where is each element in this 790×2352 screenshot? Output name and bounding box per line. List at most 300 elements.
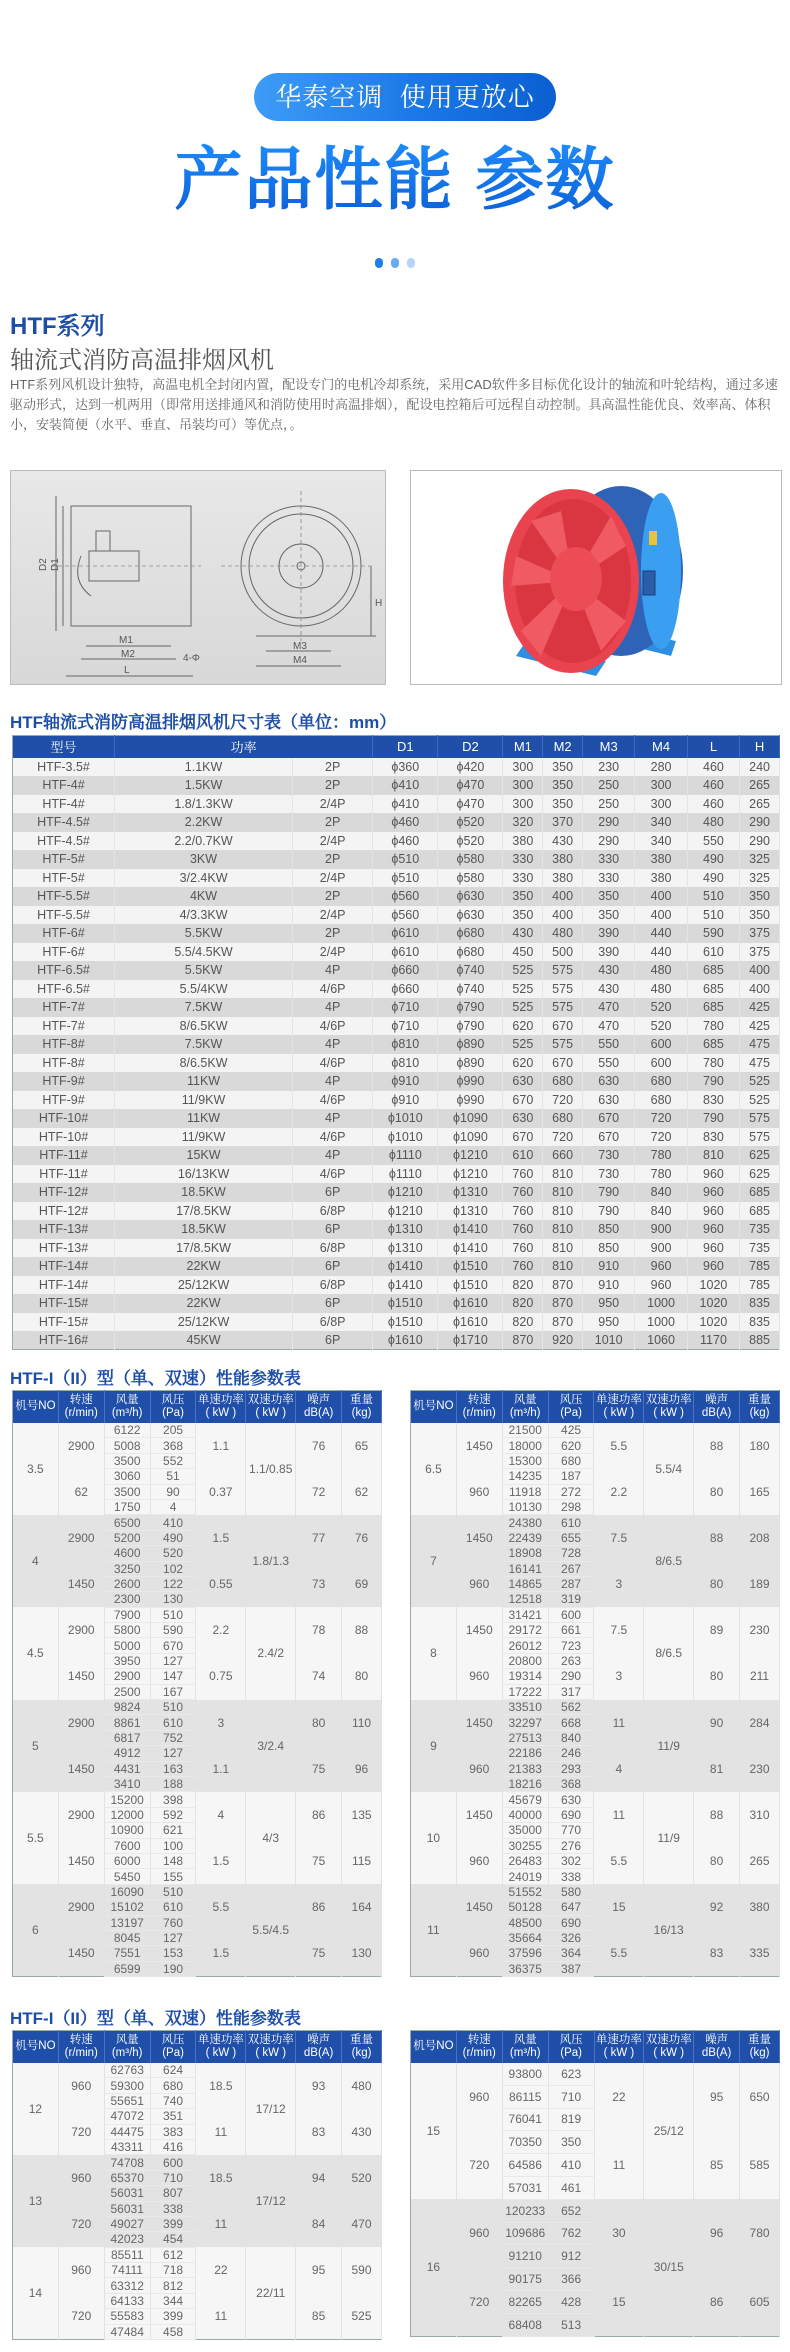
table-cell: 680 (543, 1109, 583, 1128)
pressure-cell: 155 (150, 1869, 196, 1884)
single-power-cell: 3 (594, 1561, 644, 1607)
rpm-cell: 1450 (456, 1515, 502, 1561)
table-cell: 22KW (115, 1257, 293, 1276)
table-row (411, 1792, 780, 1807)
weight-cell: 96 (342, 1746, 382, 1792)
airflow-cell: 51552 (502, 1884, 548, 1899)
header-line: 单速功率 (595, 1393, 642, 1406)
table-row (411, 2063, 780, 2086)
pressure-cell: 102 (150, 1561, 196, 1576)
table-cell: HTF-5# (13, 850, 115, 869)
table-cell: ϕ1510 (373, 1313, 438, 1332)
weight-cell: 590 (342, 2247, 382, 2293)
table-row (13, 1220, 780, 1239)
weight-cell: 69 (342, 1561, 382, 1607)
weight-cell: 189 (740, 1561, 780, 1607)
single-power-cell: 4 (594, 1746, 644, 1792)
table-cell: HTF-9# (13, 1091, 115, 1110)
header-cell: M3 (582, 736, 634, 758)
table-row (411, 2268, 780, 2291)
header-line: ( kW ) (653, 1406, 685, 1419)
rpm-cell: 960 (58, 2155, 104, 2201)
table-cell: ϕ680 (438, 943, 503, 962)
header-cell (502, 2031, 548, 2063)
table-cell: HTF-5.5# (13, 906, 115, 925)
table-cell: 6/8P (293, 1313, 373, 1332)
table-row (13, 1930, 382, 1945)
table-cell: 1000 (635, 1294, 687, 1313)
weight-cell: 520 (342, 2155, 382, 2201)
pressure-cell: 621 (150, 1823, 196, 1838)
table-cell: 910 (582, 1257, 634, 1276)
pressure-cell: 762 (548, 2222, 594, 2245)
weight-cell: 525 (342, 2293, 382, 2339)
pressure-cell: 510 (150, 1700, 196, 1715)
perf-table-1-title: HTF-I（II）型（单、双速）性能参数表 (10, 1369, 301, 1388)
table-cell: 670 (503, 1128, 543, 1147)
header-cell (246, 1391, 296, 1423)
table-cell: 1000 (635, 1313, 687, 1332)
pressure-cell: 410 (548, 2154, 594, 2177)
airflow-cell: 50128 (502, 1900, 548, 1915)
table-cell: 280 (635, 758, 687, 777)
dual-power-cell: 30/15 (644, 2199, 694, 2336)
table-cell: 375 (740, 924, 780, 943)
rpm-cell: 1450 (456, 1423, 502, 1469)
model-number-cell: 11 (411, 1884, 457, 1976)
header-line: 单速功率 (197, 2033, 244, 2046)
table-cell: 790 (687, 1072, 739, 1091)
svg-text:M1: M1 (119, 635, 133, 646)
single-power-cell: 11 (196, 2201, 246, 2247)
table-cell: 6/8P (293, 1239, 373, 1258)
single-power-cell: 15 (594, 1884, 644, 1930)
table-cell: 760 (503, 1165, 543, 1184)
dual-power-cell: 25/12 (644, 2063, 694, 2200)
table-cell: 885 (740, 1331, 780, 1350)
table-cell: 785 (740, 1276, 780, 1295)
airflow-cell: 5450 (104, 1869, 150, 1884)
table-row (411, 1746, 780, 1761)
airflow-cell: 47072 (104, 2109, 150, 2124)
table-cell: 230 (582, 758, 634, 777)
pressure-cell: 590 (150, 1623, 196, 1638)
fan-product-photo (410, 470, 782, 685)
table-cell: ϕ510 (373, 869, 438, 888)
table-cell: 1170 (687, 1331, 739, 1350)
table-cell: 4/6P (293, 1128, 373, 1147)
dual-power-cell: 5.5/4.5 (246, 1884, 296, 1976)
weight-cell: 115 (342, 1838, 382, 1884)
table-row (13, 869, 780, 888)
airflow-cell: 21500 (502, 1423, 548, 1438)
table-cell: 685 (740, 1183, 780, 1202)
airflow-cell: 91210 (502, 2245, 548, 2268)
pressure-cell: 246 (548, 1746, 594, 1761)
table-cell: 810 (543, 1183, 583, 1202)
table-cell: 590 (687, 924, 739, 943)
table-cell: 425 (740, 998, 780, 1017)
table-row (13, 1035, 780, 1054)
table-cell: 850 (582, 1239, 634, 1258)
airflow-cell: 64586 (502, 2154, 548, 2177)
header-line: 重量 (748, 2033, 772, 2046)
header-line: dB(A) (701, 1406, 732, 1419)
model-number-cell: 15 (411, 2063, 457, 2200)
table-cell: 5.5/4KW (115, 980, 293, 999)
airflow-cell: 9824 (104, 1700, 150, 1715)
table-cell: 2/4P (293, 906, 373, 925)
header-line: (Pa) (162, 1406, 184, 1419)
table-cell: 680 (543, 1072, 583, 1091)
table-cell: 810 (543, 1257, 583, 1276)
table-cell: ϕ990 (438, 1091, 503, 1110)
table-cell: 720 (635, 1109, 687, 1128)
table-cell: 780 (687, 1054, 739, 1073)
pressure-cell: 293 (548, 1761, 594, 1776)
table-row (13, 1257, 780, 1276)
header-cell (644, 2031, 694, 2063)
table-cell: 430 (503, 924, 543, 943)
airflow-cell: 35000 (502, 1823, 548, 1838)
noise-cell: 77 (296, 1515, 342, 1561)
dual-power-cell: 16/13 (644, 1884, 694, 1976)
noise-cell: 95 (694, 2063, 740, 2131)
table-cell: 1.8/1.3KW (115, 795, 293, 814)
table-row (13, 1331, 780, 1350)
pressure-cell: 153 (150, 1946, 196, 1961)
single-power-cell: 22 (196, 2247, 246, 2293)
noise-cell: 80 (694, 1653, 740, 1699)
pressure-cell: 398 (150, 1792, 196, 1807)
airflow-cell: 3250 (104, 1561, 150, 1576)
table-row (411, 1607, 780, 1622)
table-row (13, 1202, 780, 1221)
table-cell: 840 (635, 1183, 687, 1202)
header-line: 单速功率 (595, 2033, 642, 2046)
noise-cell: 88 (694, 1792, 740, 1838)
pressure-cell: 272 (548, 1484, 594, 1499)
airflow-cell: 3500 (104, 1484, 150, 1499)
noise-cell: 96 (694, 2199, 740, 2267)
pressure-cell: 399 (150, 2216, 196, 2231)
pressure-cell: 416 (150, 2139, 196, 2154)
airflow-cell: 5200 (104, 1530, 150, 1545)
header-line: ( kW ) (255, 2046, 287, 2059)
table-cell: 1020 (687, 1313, 739, 1332)
pressure-cell: 510 (150, 1607, 196, 1622)
airflow-cell: 57031 (502, 2176, 548, 2199)
airflow-cell: 2500 (104, 1684, 150, 1699)
table-cell: 850 (582, 1220, 634, 1239)
airflow-cell: 26483 (502, 1853, 548, 1868)
table-cell: ϕ1410 (438, 1239, 503, 1258)
table-cell: 350 (503, 906, 543, 925)
table-cell: 350 (503, 887, 543, 906)
header-cell (296, 2031, 342, 2063)
airflow-cell: 63312 (104, 2278, 150, 2293)
header-line: 机号NO (413, 1400, 454, 1413)
airflow-cell: 5800 (104, 1623, 150, 1638)
table-cell: 22KW (115, 1294, 293, 1313)
pressure-cell: 188 (150, 1776, 196, 1791)
single-power-cell: 2.2 (196, 1607, 246, 1653)
table-cell: 685 (687, 980, 739, 999)
pressure-cell: 122 (150, 1576, 196, 1591)
table-cell: 470 (582, 1017, 634, 1036)
table-cell: 250 (582, 776, 634, 795)
header-line: 风压 (559, 1393, 583, 1406)
pressure-cell: 147 (150, 1669, 196, 1684)
noise-cell: 80 (694, 1561, 740, 1607)
weight-cell: 470 (342, 2201, 382, 2247)
table-cell: 735 (740, 1239, 780, 1258)
airflow-cell: 19314 (502, 1669, 548, 1684)
table-row (13, 1017, 780, 1036)
table-cell: 425 (740, 1017, 780, 1036)
table-cell: 290 (582, 813, 634, 832)
airflow-cell: 22439 (502, 1530, 548, 1545)
table-cell: 810 (543, 1220, 583, 1239)
header-cell (342, 2031, 382, 2063)
header-line: (m³/h) (111, 1406, 143, 1419)
header-cell (246, 2031, 296, 2063)
airflow-cell: 55583 (104, 2309, 150, 2324)
weight-cell: 180 (740, 1423, 780, 1469)
table-cell: 330 (582, 850, 634, 869)
header-line: ( kW ) (653, 2046, 685, 2059)
weight-cell: 135 (342, 1792, 382, 1838)
weight-cell: 110 (342, 1700, 382, 1746)
model-number-cell: 6.5 (411, 1423, 457, 1515)
table-cell: ϕ660 (373, 961, 438, 980)
table-cell: 670 (503, 1091, 543, 1110)
pressure-cell: 290 (548, 1669, 594, 1684)
table-row (13, 776, 780, 795)
table-cell: HTF-15# (13, 1313, 115, 1332)
fan-diagram-icon (11, 471, 386, 685)
table-cell: ϕ1510 (438, 1257, 503, 1276)
table-cell: 400 (543, 906, 583, 925)
single-power-cell: 3 (196, 1700, 246, 1746)
table-cell: ϕ1710 (438, 1331, 503, 1350)
table-cell: ϕ710 (373, 1017, 438, 1036)
table-cell: ϕ1010 (373, 1128, 438, 1147)
header-cell (13, 1391, 59, 1423)
table-cell: 760 (503, 1257, 543, 1276)
pressure-cell: 819 (548, 2108, 594, 2131)
airflow-cell: 35664 (502, 1930, 548, 1945)
header-line: 转速 (69, 2033, 93, 2046)
table-cell: 500 (543, 943, 583, 962)
weight-cell: 65 (342, 1423, 382, 1469)
table-cell: 960 (687, 1220, 739, 1239)
header-cell (150, 2031, 196, 2063)
pressure-cell: 752 (150, 1730, 196, 1745)
svg-text:M3: M3 (293, 641, 307, 652)
airflow-cell: 3410 (104, 1776, 150, 1791)
table-cell: 400 (635, 887, 687, 906)
table-cell: 760 (503, 1220, 543, 1239)
table-cell: 870 (503, 1331, 543, 1350)
table-cell: HTF-13# (13, 1239, 115, 1258)
model-number-cell: 16 (411, 2199, 457, 2336)
table-cell: 610 (503, 1146, 543, 1165)
table-cell: 525 (503, 980, 543, 999)
noise-cell: 80 (694, 1838, 740, 1884)
table-cell: 375 (740, 943, 780, 962)
header-line: 转速 (69, 1393, 93, 1406)
airflow-cell: 64133 (104, 2293, 150, 2308)
noise-cell: 94 (296, 2155, 342, 2201)
table-cell: 5.5KW (115, 924, 293, 943)
table-cell: 380 (503, 832, 543, 851)
pressure-cell: 148 (150, 1853, 196, 1868)
table-cell: ϕ410 (373, 795, 438, 814)
airflow-cell: 56031 (104, 2201, 150, 2216)
airflow-cell: 6500 (104, 1515, 150, 1530)
table-cell: 620 (503, 1017, 543, 1036)
header-cell (196, 1391, 246, 1423)
table-cell: 325 (740, 850, 780, 869)
header-cell (502, 1391, 548, 1423)
pressure-cell: 187 (548, 1469, 594, 1484)
pressure-cell: 723 (548, 1638, 594, 1653)
table-row (13, 1109, 780, 1128)
table-cell: 4P (293, 1109, 373, 1128)
table-cell: HTF-6.5# (13, 980, 115, 999)
header-line: ( kW ) (205, 1406, 237, 1419)
table-cell: 400 (740, 980, 780, 999)
single-power-cell: 4 (196, 1792, 246, 1838)
table-cell: 18.5KW (115, 1220, 293, 1239)
table-cell: ϕ1310 (438, 1202, 503, 1221)
table-cell: ϕ1210 (373, 1183, 438, 1202)
table-cell: ϕ1110 (373, 1165, 438, 1184)
pressure-cell: 338 (150, 2201, 196, 2216)
table-row (13, 2109, 382, 2124)
rpm-cell: 960 (58, 2247, 104, 2293)
table-cell: 920 (543, 1331, 583, 1350)
airflow-cell: 30255 (502, 1838, 548, 1853)
table-cell: 460 (687, 795, 739, 814)
airflow-cell: 48500 (502, 1915, 548, 1930)
perf-table-2-right (410, 2030, 780, 2337)
svg-text:M2: M2 (121, 649, 135, 660)
airflow-cell: 16141 (502, 1561, 548, 1576)
rpm-cell: 720 (58, 2293, 104, 2339)
table-cell: 430 (582, 980, 634, 999)
table-cell: 440 (635, 943, 687, 962)
table-cell: 7.5KW (115, 998, 293, 1017)
table-cell: 760 (503, 1202, 543, 1221)
rpm-cell: 960 (456, 1746, 502, 1792)
table-cell: 430 (543, 832, 583, 851)
pressure-cell: 350 (548, 2131, 594, 2154)
table-cell: 380 (635, 869, 687, 888)
airflow-cell: 6122 (104, 1423, 150, 1438)
airflow-cell: 18908 (502, 1546, 548, 1561)
single-power-cell: 11 (594, 2131, 644, 2199)
table-cell: 460 (687, 758, 739, 777)
table-cell: ϕ610 (373, 924, 438, 943)
header-cell (548, 1391, 594, 1423)
rpm-cell: 720 (58, 2109, 104, 2155)
table-row (13, 1700, 382, 1715)
table-cell: 2P (293, 924, 373, 943)
model-number-cell: 5.5 (13, 1792, 59, 1884)
pressure-cell: 510 (150, 1884, 196, 1899)
table-cell: 2/4P (293, 795, 373, 814)
table-cell: HTF-4.5# (13, 813, 115, 832)
pressure-cell: 4 (150, 1499, 196, 1514)
airflow-cell: 7551 (104, 1946, 150, 1961)
airflow-cell: 2600 (104, 1576, 150, 1591)
dual-power-cell: 11/9 (644, 1792, 694, 1884)
noise-cell: 95 (296, 2247, 342, 2293)
table-cell: 400 (740, 961, 780, 980)
weight-cell: 62 (342, 1469, 382, 1515)
table-cell: 11KW (115, 1109, 293, 1128)
rpm-cell: 720 (456, 2131, 502, 2199)
dual-power-cell: 4/3 (246, 1792, 296, 1884)
pressure-cell: 652 (548, 2199, 594, 2222)
table-cell: HTF-13# (13, 1220, 115, 1239)
table-cell: ϕ1410 (373, 1257, 438, 1276)
table-cell: 550 (687, 832, 739, 851)
header-line: 双速功率 (247, 2033, 294, 2046)
table-cell: 480 (543, 924, 583, 943)
perf-table-1-left (12, 1390, 382, 1977)
table-row (13, 961, 780, 980)
pressure-cell: 276 (548, 1838, 594, 1853)
pressure-cell: 319 (548, 1592, 594, 1607)
table-cell: 680 (635, 1091, 687, 1110)
table-cell: ϕ510 (373, 850, 438, 869)
pressure-cell: 680 (548, 1453, 594, 1468)
airflow-cell: 10130 (502, 1499, 548, 1514)
table-cell: 810 (543, 1165, 583, 1184)
header-cell: H (740, 736, 780, 758)
pressure-cell: 647 (548, 1900, 594, 1915)
table-cell: 265 (740, 776, 780, 795)
airflow-cell: 86115 (502, 2085, 548, 2108)
table-cell: HTF-10# (13, 1128, 115, 1147)
header-line: 双速功率 (247, 1393, 294, 1406)
pressure-cell: 728 (548, 1546, 594, 1561)
airflow-cell: 27513 (502, 1730, 548, 1745)
table-cell: 620 (503, 1054, 543, 1073)
table-row (13, 2063, 382, 2078)
table-cell: ϕ1610 (373, 1331, 438, 1350)
table-cell: 4P (293, 1146, 373, 1165)
table-cell: ϕ740 (438, 980, 503, 999)
header-cell (104, 2031, 150, 2063)
table-cell: 380 (635, 850, 687, 869)
table-cell: 950 (582, 1294, 634, 1313)
table-cell: 525 (503, 1035, 543, 1054)
single-power-cell: 18.5 (196, 2063, 246, 2109)
table-cell: 6P (293, 1183, 373, 1202)
header-line: ( kW ) (603, 1406, 635, 1419)
table-cell: 575 (543, 998, 583, 1017)
table-cell: 820 (503, 1294, 543, 1313)
table-cell: HTF-5# (13, 869, 115, 888)
table-cell: 870 (543, 1294, 583, 1313)
table-row (13, 1423, 382, 1438)
table-cell: HTF-4# (13, 795, 115, 814)
rpm-cell: 62 (58, 1469, 104, 1515)
